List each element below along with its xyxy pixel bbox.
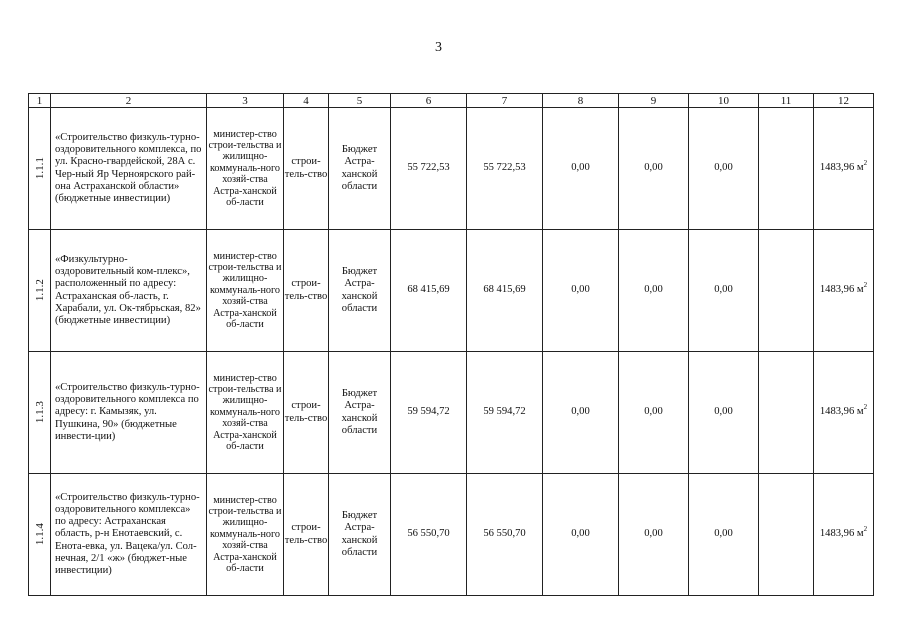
table-row [29,474,874,596]
work-type: строи-тель-ство [284,474,329,596]
funding-source: Бюджет Астра-ханской области [329,230,391,352]
row-number: 1.1.3 [33,400,46,423]
row-number-cell [29,474,51,596]
object-name: «Строительство физкуль-турно-оздоровительного комплекса по адресу: г. Камызяк, ул. Пушкина, 90» (бюджетные инвести-ции) [51,352,207,474]
value-col10: 0,00 [689,474,759,596]
value-col11 [759,474,814,596]
work-type: строи-тель-ство [284,108,329,230]
capacity-cell [814,474,874,596]
work-type: строи-тель-ство [284,230,329,352]
header-cell: 1 [29,94,51,108]
responsible-executor: министер-ство строи-тельства и жилищно-коммуналь-ного хозяй-ства Астра-ханской об-ласти [207,230,284,352]
header-cell: 12 [814,94,874,108]
responsible-executor: министер-ство строи-тельства и жилищно-коммуналь-ного хозяй-ства Астра-ханской об-ласти [207,474,284,596]
work-type: строи-тель-ство [284,352,329,474]
unit-superscript: 2 [863,525,868,534]
header-cell: 9 [619,94,689,108]
row-number: 1.1.1 [33,156,46,179]
value-col10: 0,00 [689,352,759,474]
value-col7: 59 594,72 [467,352,543,474]
header-row [29,94,874,108]
unit-superscript: 2 [863,159,868,168]
value-col9: 0,00 [619,230,689,352]
value-col10: 0,00 [689,230,759,352]
table-row [29,352,874,474]
row-number-cell [29,352,51,474]
value-col9: 0,00 [619,474,689,596]
value-col7: 55 722,53 [467,108,543,230]
header-cell: 10 [689,94,759,108]
header-cell: 7 [467,94,543,108]
value-col7: 68 415,69 [467,230,543,352]
object-name: «Строительство физкуль-турно-оздоровительного комплекса, по ул. Красно-гвардейской, 28А с. Чер-ный Яр Черноярского рай-она Астраханской области» (бюджетные инвестиции) [51,108,207,230]
unit-superscript: 2 [863,281,868,290]
capacity-cell [814,352,874,474]
program-table [28,93,874,596]
value-col10: 0,00 [689,108,759,230]
value-col9: 0,00 [619,108,689,230]
row-number: 1.1.4 [33,522,46,545]
value-col8: 0,00 [543,474,619,596]
responsible-executor: министер-ство строи-тельства и жилищно-коммуналь-ного хозяй-ства Астра-ханской об-ласти [207,352,284,474]
unit-superscript: 2 [863,403,868,412]
value-col9: 0,00 [619,352,689,474]
object-name: «Физкультурно-оздоровительный ком-плекс», расположенный по адресу: Астраханская об-ласть, г. Харабали, ул. Ок-тябрьская, 82» (бюджетные инвестиции) [51,230,207,352]
funding-source: Бюджет Астра-ханской области [329,108,391,230]
capacity-cell [814,230,874,352]
header-cell: 3 [207,94,284,108]
capacity-value: 1483,96 м [819,284,864,296]
capacity-value: 1483,96 м [819,528,864,540]
table-row [29,230,874,352]
funding-source: Бюджет Астра-ханской области [329,352,391,474]
capacity-value: 1483,96 м [819,406,864,418]
value-col6: 68 415,69 [391,230,467,352]
value-col6: 55 722,53 [391,108,467,230]
value-col6: 56 550,70 [391,474,467,596]
value-col6: 59 594,72 [391,352,467,474]
row-number-cell [29,108,51,230]
header-cell: 5 [329,94,391,108]
header-cell: 4 [284,94,329,108]
header-cell: 11 [759,94,814,108]
value-col8: 0,00 [543,352,619,474]
row-number-cell [29,230,51,352]
header-cell: 2 [51,94,207,108]
value-col11 [759,352,814,474]
value-col7: 56 550,70 [467,474,543,596]
capacity-cell [814,108,874,230]
object-name: «Строительство физкуль-турно-оздоровительного комплекса» по адресу: Астраханская область, р-н Енотаевский, с. Енота-евка, ул. Вацека/ул. Сол-нечная, 2/1 «ж» (бюджет-ные инвестиции) [51,474,207,596]
row-number: 1.1.2 [33,278,46,301]
header-cell: 8 [543,94,619,108]
funding-source: Бюджет Астра-ханской области [329,474,391,596]
page-number: 3 [435,40,442,55]
value-col8: 0,00 [543,108,619,230]
value-col11 [759,230,814,352]
responsible-executor: министер-ство строи-тельства и жилищно-коммуналь-ного хозяй-ства Астра-ханской об-ласти [207,108,284,230]
header-cell: 6 [391,94,467,108]
capacity-value: 1483,96 м [819,162,864,174]
value-col8: 0,00 [543,230,619,352]
value-col11 [759,108,814,230]
table-row [29,108,874,230]
